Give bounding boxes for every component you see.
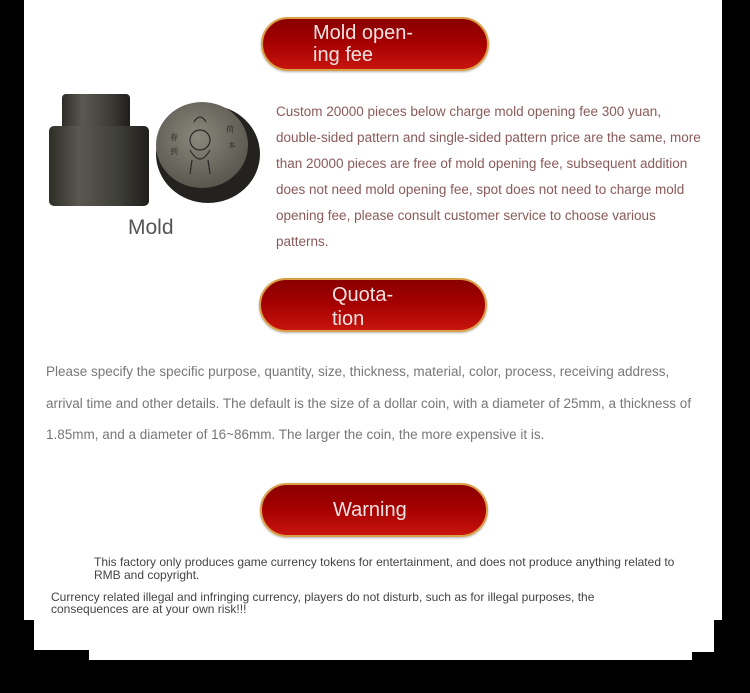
quotation-heading [259,278,487,332]
mold-image [48,92,260,207]
svg-text:本: 本 [228,141,236,150]
warning-heading [260,483,488,537]
panel-corner-decoration [24,650,89,693]
mold-caption: Mold [128,216,174,239]
quotation-title-line1: Quota- [332,284,394,306]
right-border [722,0,750,622]
quotation-description: Please specify the specific purpose, quantity, size, thickness, material, color, process, receiving address, arrival time and other details. The default is the size of a dollar coin, with a diameter of 25mm, a thickness of 1.85mm, and a diameter of 16~86mm. The larger the coin, the more expensive it is. [46,364,692,442]
warning-text-illegal: Currency related illegal and infringing currency, players do not disturb, such as for illegal purposes, the consequences are at your own risk!!! [51,590,595,616]
quotation-title-line2: tion [332,308,365,330]
warning-title: Warning [333,499,407,521]
mold-fee-heading [261,17,489,71]
svg-text:荷: 荷 [226,125,234,134]
mold-fee-title-line2: ing fee [313,44,374,66]
mold-fee-description: Custom 20000 pieces below charge mold opening fee 300 yuan, double-sided pattern and single-sided pattern price are the same, more than 20000 pieces are free of mold opening fee, subsequent addition does not need mold opening fee, spot does not need to charge mold opening fee, please consult customer service to choose various patterns. [276,104,701,249]
mold-fee-title-line1: Mold open- [313,22,414,44]
warning-text-factory: This factory only produces game currency tokens for entertainment, and does not produce anything related to RMB and copyright. [94,555,675,582]
panel-corner-decoration [692,652,750,693]
svg-text:到: 到 [170,147,178,156]
svg-text:春: 春 [170,133,178,142]
